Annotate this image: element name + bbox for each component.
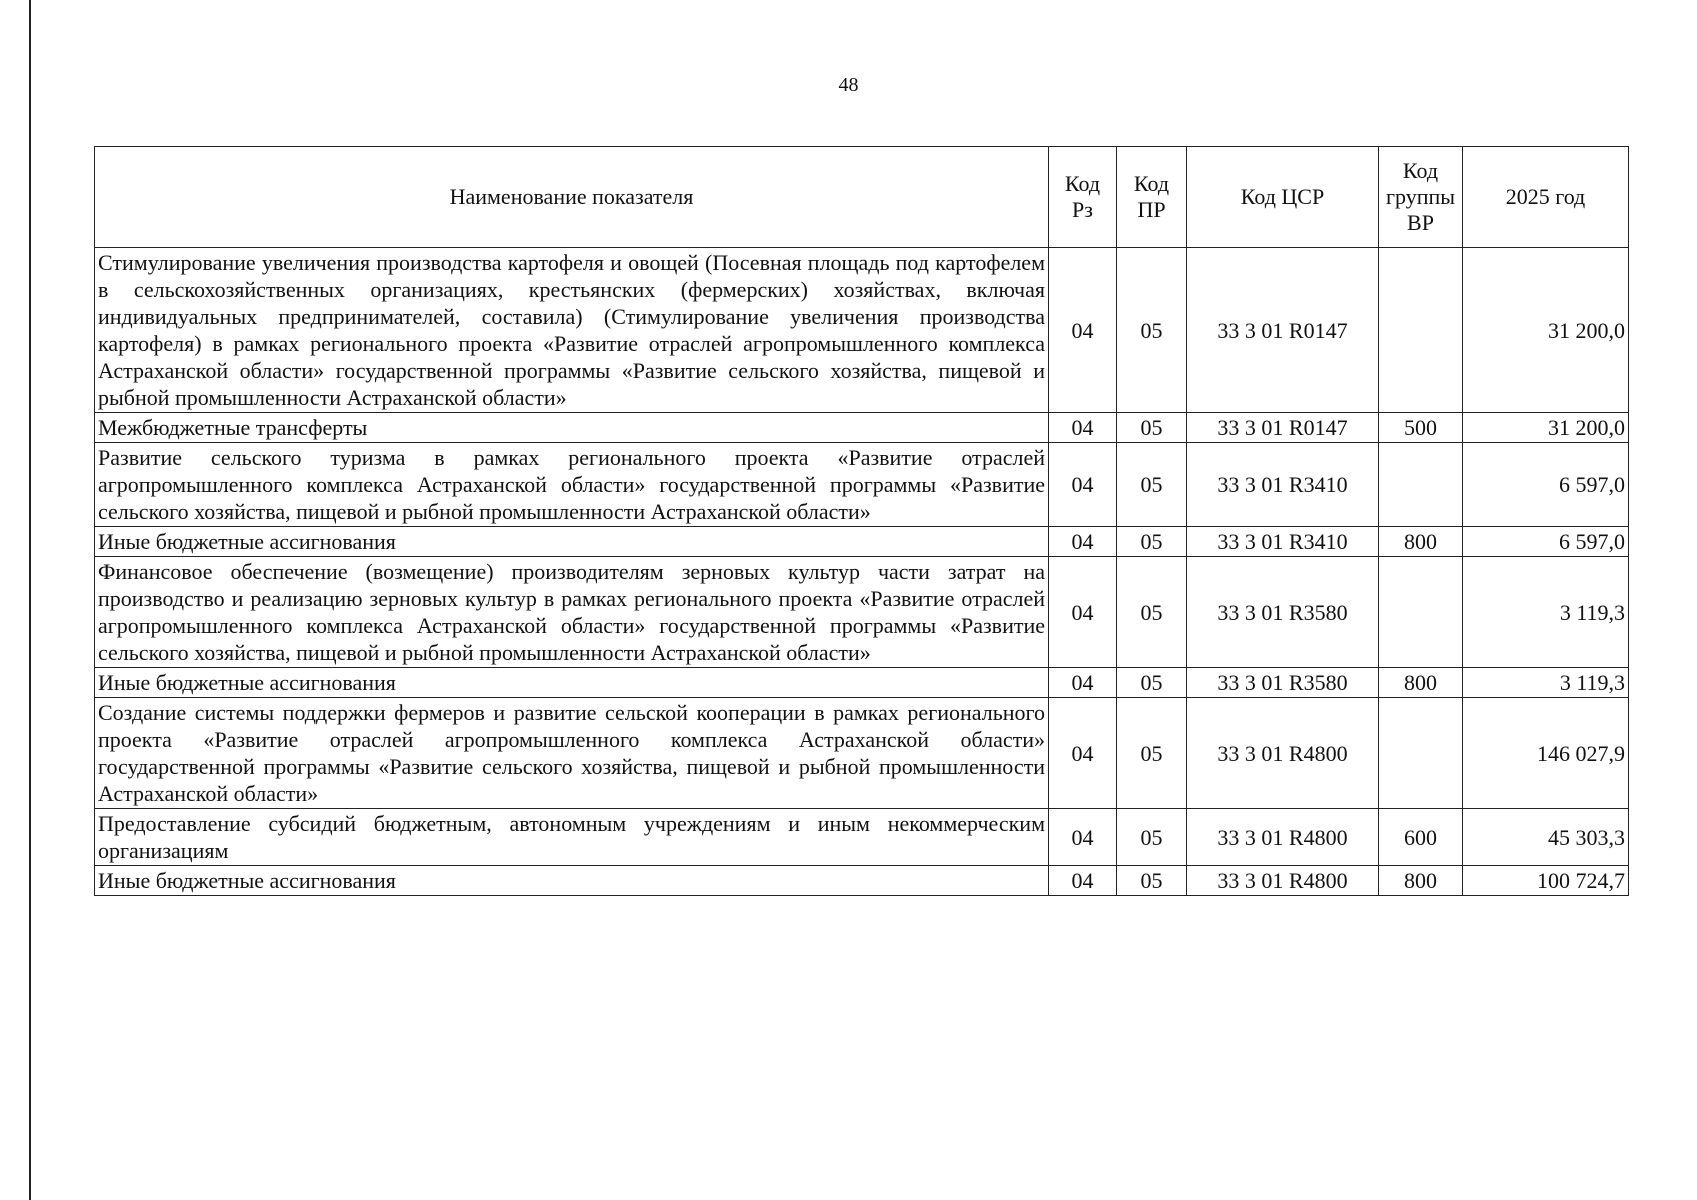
row-amount: 3 119,3: [1463, 557, 1629, 668]
header-year: 2025 год: [1463, 147, 1629, 248]
table-row: [95, 866, 1629, 896]
row-vr: [1379, 698, 1463, 809]
row-rz: 04: [1049, 413, 1117, 443]
row-amount: 6 597,0: [1463, 443, 1629, 527]
row-amount: 31 200,0: [1463, 248, 1629, 413]
page-number: 48: [838, 74, 859, 96]
row-csr: 33 3 01 R3580: [1187, 668, 1379, 698]
row-pr: 05: [1117, 527, 1187, 557]
row-rz: 04: [1049, 668, 1117, 698]
table-row: [95, 413, 1629, 443]
row-name: Иные бюджетные ассигнования: [95, 866, 1049, 896]
row-vr: 600: [1379, 809, 1463, 866]
row-pr: 05: [1117, 698, 1187, 809]
row-rz: 04: [1049, 557, 1117, 668]
row-csr: 33 3 01 R3410: [1187, 527, 1379, 557]
row-amount: 6 597,0: [1463, 527, 1629, 557]
row-csr: 33 3 01 R3580: [1187, 557, 1379, 668]
row-amount: 45 303,3: [1463, 809, 1629, 866]
header-row: [95, 147, 1629, 248]
row-name: Стимулирование увеличения производства картофеля и овощей (Посевная площадь под картофелем в сельскохозяйственных организациях, крестьянских (фермерских) хозяйствах, включая индивидуальных предпринимателей, составила) (Стимулирование увеличения производства картофеля) в рамках регионального проекта «Развитие отраслей агропромышленного комплекса Астраханской области» государственной программы «Развитие сельского хозяйства, пищевой и рыбной промышленности Астраханской области»: [95, 248, 1049, 413]
row-vr: 800: [1379, 527, 1463, 557]
row-csr: 33 3 01 R3410: [1187, 443, 1379, 527]
header-name: Наименование показателя: [95, 147, 1049, 248]
row-vr: 800: [1379, 668, 1463, 698]
budget-table: [94, 146, 1629, 896]
row-pr: 05: [1117, 443, 1187, 527]
row-pr: 05: [1117, 809, 1187, 866]
table-row: [95, 443, 1629, 527]
row-csr: 33 3 01 R0147: [1187, 248, 1379, 413]
row-rz: 04: [1049, 527, 1117, 557]
row-amount: 31 200,0: [1463, 413, 1629, 443]
row-rz: 04: [1049, 866, 1117, 896]
table-row: [95, 248, 1629, 413]
row-csr: 33 3 01 R0147: [1187, 413, 1379, 443]
row-pr: 05: [1117, 557, 1187, 668]
table-row: [95, 698, 1629, 809]
row-amount: 100 724,7: [1463, 866, 1629, 896]
row-csr: 33 3 01 R4800: [1187, 866, 1379, 896]
row-rz: 04: [1049, 809, 1117, 866]
table-row: [95, 557, 1629, 668]
row-amount: 3 119,3: [1463, 668, 1629, 698]
row-name: Развитие сельского туризма в рамках регионального проекта «Развитие отраслей агропромышленного комплекса Астраханской области» государственной программы «Развитие сельского хозяйства, пищевой и рыбной промышленности Астраханской области»: [95, 443, 1049, 527]
table-row: [95, 527, 1629, 557]
row-csr: 33 3 01 R4800: [1187, 809, 1379, 866]
row-name: Иные бюджетные ассигнования: [95, 668, 1049, 698]
row-pr: 05: [1117, 866, 1187, 896]
table-row: [95, 809, 1629, 866]
row-vr: [1379, 557, 1463, 668]
table-row: [95, 668, 1629, 698]
header-pr: Код ПР: [1117, 147, 1187, 248]
row-rz: 04: [1049, 248, 1117, 413]
row-name: Межбюджетные трансферты: [95, 413, 1049, 443]
header-vr: Код группы ВР: [1379, 147, 1463, 248]
row-vr: 800: [1379, 866, 1463, 896]
row-csr: 33 3 01 R4800: [1187, 698, 1379, 809]
row-rz: 04: [1049, 443, 1117, 527]
row-vr: 500: [1379, 413, 1463, 443]
row-rz: 04: [1049, 698, 1117, 809]
header-rz: Код Рз: [1049, 147, 1117, 248]
row-vr: [1379, 248, 1463, 413]
row-name: Создание системы поддержки фермеров и развитие сельской кооперации в рамках регионального проекта «Развитие отраслей агропромышленного комплекса Астраханской области» государственной программы «Развитие сельского хозяйства, пищевой и рыбной промышленности Астраханской области»: [95, 698, 1049, 809]
left-margin-line: [29, 0, 31, 1200]
row-pr: 05: [1117, 413, 1187, 443]
row-name: Финансовое обеспечение (возмещение) производителям зерновых культур части затрат на производство и реализацию зерновых культур в рамках регионального проекта «Развитие отраслей агропромышленного комплекса Астраханской области» государственной программы «Развитие сельского хозяйства, пищевой и рыбной промышленности Астраханской области»: [95, 557, 1049, 668]
header-csr: Код ЦСР: [1187, 147, 1379, 248]
row-name: Предоставление субсидий бюджетным, автономным учреждениям и иным некоммерческим организациям: [95, 809, 1049, 866]
row-pr: 05: [1117, 668, 1187, 698]
row-name: Иные бюджетные ассигнования: [95, 527, 1049, 557]
row-pr: 05: [1117, 248, 1187, 413]
row-amount: 146 027,9: [1463, 698, 1629, 809]
row-vr: [1379, 443, 1463, 527]
